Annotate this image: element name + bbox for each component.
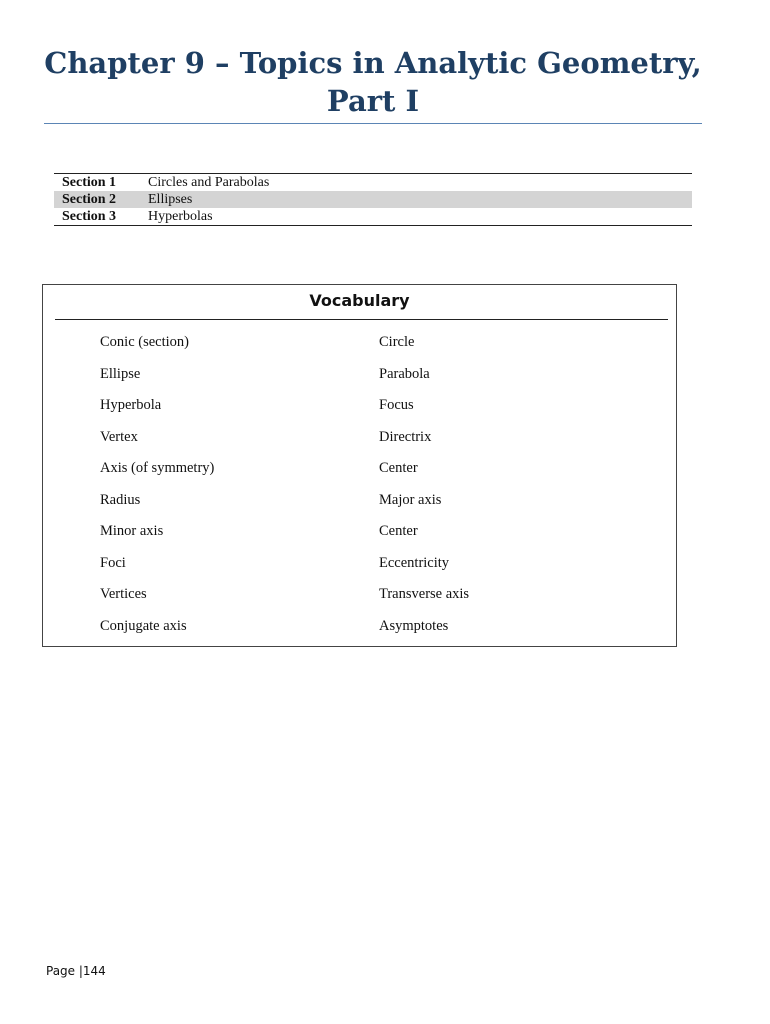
vocabulary-term: Ellipse [100,365,141,382]
vocabulary-term: Focus [379,397,414,414]
vocabulary-term: Eccentricity [379,554,450,571]
section-name: Ellipses [148,191,193,207]
page-number: Page |144 [46,964,106,978]
vocabulary-row [100,516,660,548]
section-row [54,208,692,225]
vocabulary-term: Center [379,523,418,540]
vocabulary-term: Conjugate axis [100,617,187,634]
vocabulary-term: Hyperbola [100,397,162,414]
vocabulary-term: Center [379,460,418,477]
vocabulary-row [100,359,660,391]
vocabulary-row [100,453,660,485]
section-name: Circles and Parabolas [148,174,270,190]
section-row [54,191,692,208]
vocabulary-term: Parabola [379,365,430,382]
vocabulary-row [100,485,660,517]
vocabulary-row [100,422,660,454]
vocabulary-box [42,284,677,647]
vocabulary-row [100,611,660,643]
vocabulary-row [100,327,660,359]
section-name: Hyperbolas [148,208,213,224]
section-label: Section 1 [62,174,117,190]
vocabulary-term: Minor axis [100,523,164,540]
vocabulary-row [100,579,660,611]
vocabulary-term: Vertex [100,428,138,445]
vocabulary-heading: Vocabulary [309,291,410,310]
sections-table [54,173,692,226]
vocabulary-term: Circle [379,334,415,351]
vocabulary-term: Major axis [379,491,442,508]
vocabulary-term: Transverse axis [379,586,470,603]
vocabulary-divider [55,319,668,320]
page-title-line1: Chapter 9 – Topics in Analytic Geometry, [44,46,702,80]
vocabulary-term: Axis (of symmetry) [100,460,215,477]
section-label: Section 3 [62,208,117,224]
vocabulary-term: Conic (section) [100,334,189,351]
title-divider [44,123,702,124]
vocabulary-row [100,390,660,422]
vocabulary-term: Radius [100,491,141,508]
page-title [40,44,706,120]
vocabulary-row [100,548,660,580]
vocabulary-term: Asymptotes [379,617,449,634]
section-label: Section 2 [62,191,117,207]
page-title-line2: Part I [326,84,420,118]
vocabulary-list [100,327,660,642]
vocabulary-term: Directrix [379,428,432,445]
vocabulary-term: Vertices [100,586,147,603]
vocabulary-term: Foci [100,554,126,571]
section-row [54,174,692,191]
